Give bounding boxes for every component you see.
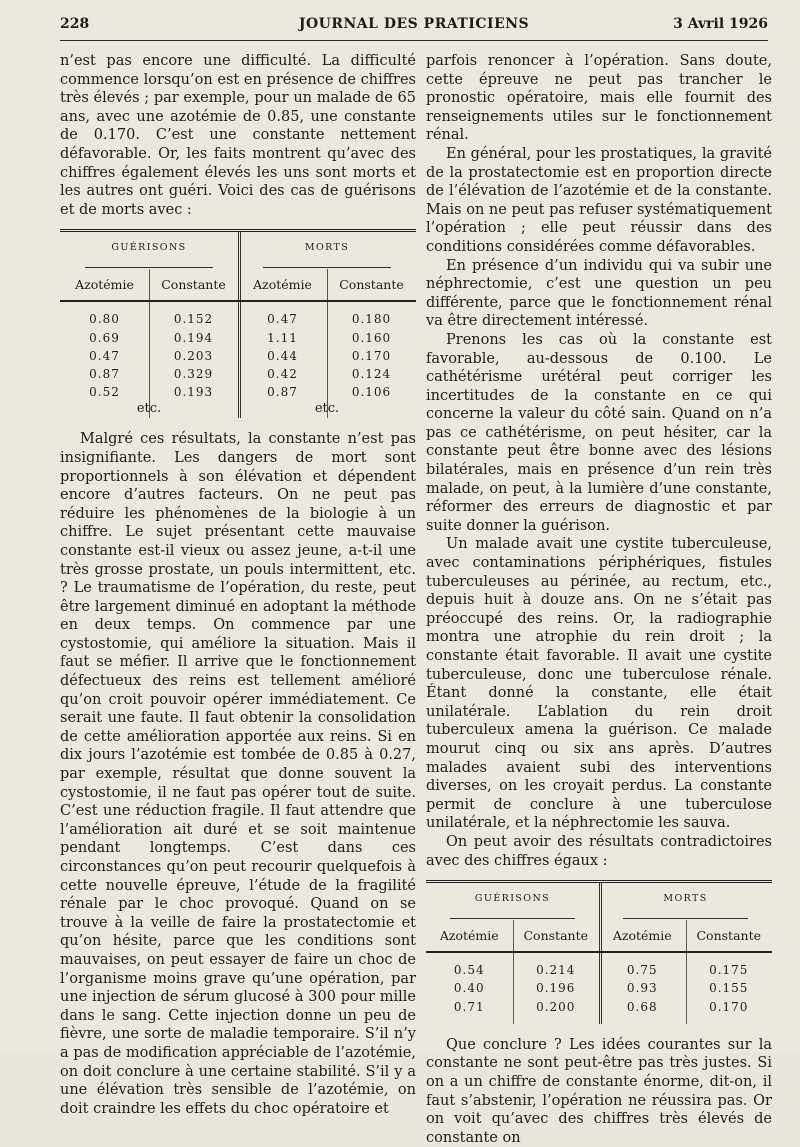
results-table-2 [426, 880, 772, 1024]
table-cell: 0.175 [709, 963, 749, 978]
group-label-guerisons: GUÉRISONS [426, 883, 599, 923]
table-cell: 0.152 [173, 312, 214, 327]
issue-date: 3 Avril 1926 [673, 16, 768, 32]
right-paragraph-5: Un malade avait une cystite tuberculeuse, avec contaminations périphériques, fistules tuberculeuses au périnée, au rectum, etc., depuis huit à douze ans. On ne s’était pas préoccupé des reins. Or, la radiographie montra une atrophie du rein droit ; la constante était favorable. Il avait une cystite tuberculeuse, donc une tuberculose rénale. Étant donné la constante, elle était unilatérale. L’ablation du rein droit tuberculeux amena la guérison. Ce malade mourut cinq ou six ans après. D’autres malades avaient subi des interventions diverses, on les croyait perdus. La constante permit de conclure à une tuberculose unilatérale, et la néphrectomie les sauva. [426, 536, 772, 832]
column-header: Azotémie [439, 928, 499, 944]
table-column [327, 310, 416, 401]
table-column [426, 961, 513, 1016]
table-cell: 0.160 [351, 330, 392, 345]
etc-label: etc. [136, 401, 162, 417]
table-cell: 0.214 [536, 963, 576, 978]
table-cell: 0.54 [453, 963, 485, 978]
table-cell: 0.52 [89, 385, 120, 400]
column-header: Azotémie [612, 928, 672, 944]
table-column [599, 961, 686, 1016]
etc-label: etc. [314, 401, 340, 417]
table-cell: 0.194 [173, 330, 214, 345]
table-body [60, 302, 416, 401]
table-column [149, 310, 238, 401]
table-cell: 0.69 [89, 330, 120, 345]
group-label-guerisons: GUÉRISONS [60, 232, 238, 272]
table-cell: 0.196 [536, 981, 576, 996]
table-cell: 0.87 [89, 366, 120, 381]
page-number: 228 [60, 16, 90, 32]
column-header: Constante [523, 928, 588, 944]
right-paragraph-4: Prenons les cas où la constante est favorable, au-dessous de 0.100. Le cathétérisme urétéral peut corriger les incertitudes de la constante en ce qui concerne la valeur du côté sain. Quand on n’a pas ce cathétérisme, on peut hésiter, car la constante peut être bonne avec des lésions bilatérales, mais en présence d’un rein très malade, on peut, à la lumière d’une constante, réformer des erreurs de diagnostic et par suite donner la guérison. [426, 331, 772, 534]
page-header [60, 12, 768, 36]
table-column [60, 310, 149, 401]
table-cell: 0.68 [626, 999, 658, 1014]
table-cell: 0.40 [453, 981, 485, 996]
table-cell: 0.170 [351, 348, 392, 363]
table-column-headers [60, 272, 416, 302]
left-paragraph-1: n’est pas encore une difficulté. La difficulté commence lorsqu’on est en présence de chiffres très élevés ; par exemple, pour un malade de 65 ans, avec une azotémie de 0.85, une constante de 0.170. C’est une constante nettement défavorable. Or, les faits montrent qu’avec des chiffres également élevés les uns sont morts et les autres ont guéri. Voici des cas de guérisons et de morts avec : [60, 53, 416, 218]
table-cell: 0.200 [536, 999, 576, 1014]
journal-title: JOURNAL DES PRATICIENS [298, 16, 530, 32]
table-cell: 0.87 [267, 385, 298, 400]
table-column [686, 961, 773, 1016]
table-column [238, 310, 327, 401]
table-body [426, 953, 772, 1024]
table-cell: 0.93 [626, 981, 658, 996]
table-cell: 0.80 [89, 312, 120, 327]
table-group-header [426, 883, 772, 923]
table-cell: 0.75 [626, 963, 658, 978]
table-cell: 0.193 [173, 385, 214, 400]
table-cell: 0.329 [173, 366, 214, 381]
table-cell: 0.71 [453, 999, 485, 1014]
table-etc-row [60, 401, 416, 418]
right-column [426, 52, 772, 1147]
right-paragraph-1: parfois renoncer à l’opération. Sans doute, cette épreuve ne peut pas trancher le pronostic opératoire, mais elle fournit des renseignements utiles sur le fonctionnement rénal. [426, 53, 772, 144]
right-paragraph-6: On peut avoir des résultats contradictoires avec des chiffres égaux : [426, 833, 772, 869]
column-header: Constante [696, 928, 761, 944]
table-cell: 0.44 [267, 348, 298, 363]
table-cell: 0.155 [709, 981, 749, 996]
column-header: Azotémie [253, 277, 312, 293]
header-rule [60, 40, 768, 41]
left-paragraph-2: Malgré ces résultats, la constante n’est pas insignifiante. Les dangers de mort sont proportionnels à son élévation et dépendent encore d’autres facteurs. On ne peut pas réduire les phénomènes de la biologie à un chiffre. Le sujet présentant cette mauvaise constante est-il vieux ou assez jeune, a-t-il une très grosse prostate, un pouls intermittent, etc. ? Le traumatisme de l’opération, du reste, peut être largement diminué en adoptant la méthode en deux temps. On commence par une cystostomie, qui améliore la situation. Mais il faut se méfier. Il arrive que le fonctionnement défectueux des reins est tellement amélioré qu’on croit pouvoir opérer immédiatement. Ce serait une faute. Il faut obtenir la consolidation de cette amélioration apportée aux reins. Si en dix jours l’azotémie est tombée de 0.85 à 0.27, par exemple, résultat que donne souvent la cystostomie, il ne faut pas opérer tout de suite. C’est une réduction fragile. Il faut attendre que l’amélioration ait duré et se soit maintenue pendant longtemps. C’est dans ces circonstances qu’on peut recourir quelquefois à cette nouvelle épreuve, l’étude de la fragilité rénale par le choc provoqué. Quand on se trouve à la veille de faire la prostatectomie et qu’on hésite, parce que les conditions sont mauvaises, on peut essayer de faire un choc de l’organisme moins grave qu’une opération, par une injection de sérum glucosé à 300 pour mille dans le sang. Cette injection donne un peu de fièvre, une sorte de maladie temporaire. S’il n’y a pas de modification appréciable de l’azotémie, on doit conclure à une certaine stabilité. S’il y a une élévation très sensible de l’azotémie, on doit craindre les effets du choc opératoire et [60, 431, 416, 1117]
group-label-morts: MORTS [599, 883, 772, 923]
group-label-morts: MORTS [238, 232, 416, 272]
table-cell: 1.11 [267, 330, 298, 345]
column-header: Azotémie [75, 277, 134, 293]
column-header: Constante [161, 277, 226, 293]
left-column [60, 52, 416, 1118]
right-paragraph-3: En présence d’un individu qui va subir une néphrectomie, c’est une question un peu différente, parce que le fonctionnement rénal va être directement intéressé. [426, 257, 772, 330]
table-cell: 0.203 [173, 348, 214, 363]
table-cell: 0.124 [351, 366, 392, 381]
table-cell: 0.180 [351, 312, 392, 327]
table-cell: 0.47 [267, 312, 298, 327]
table-group-header [60, 232, 416, 272]
table-cell: 0.47 [89, 348, 120, 363]
table-column [513, 961, 600, 1016]
column-header: Constante [339, 277, 404, 293]
table-cell: 0.106 [351, 385, 392, 400]
right-paragraph-2: En général, pour les prostatiques, la gravité de la prostatectomie est en proportion directe de l’élévation de l’azotémie et de la constante. Mais on ne peut pas refuser systématiquement l’opération ; elle peut réussir dans des conditions considérées comme défavorables. [426, 145, 772, 255]
right-paragraph-7: Que conclure ? Les idées courantes sur la constante ne sont peut-être pas très justes. Si on a un chiffre de constante énorme, dit-on, il faut s’abstenir, l’opération ne réussira pas. Or on voit qu’avec des chiffres très élevés de constante on [426, 1036, 772, 1146]
results-table-1 [60, 229, 416, 418]
table-cell: 0.170 [709, 999, 749, 1014]
table-column-headers [426, 923, 772, 953]
table-cell: 0.42 [267, 366, 298, 381]
